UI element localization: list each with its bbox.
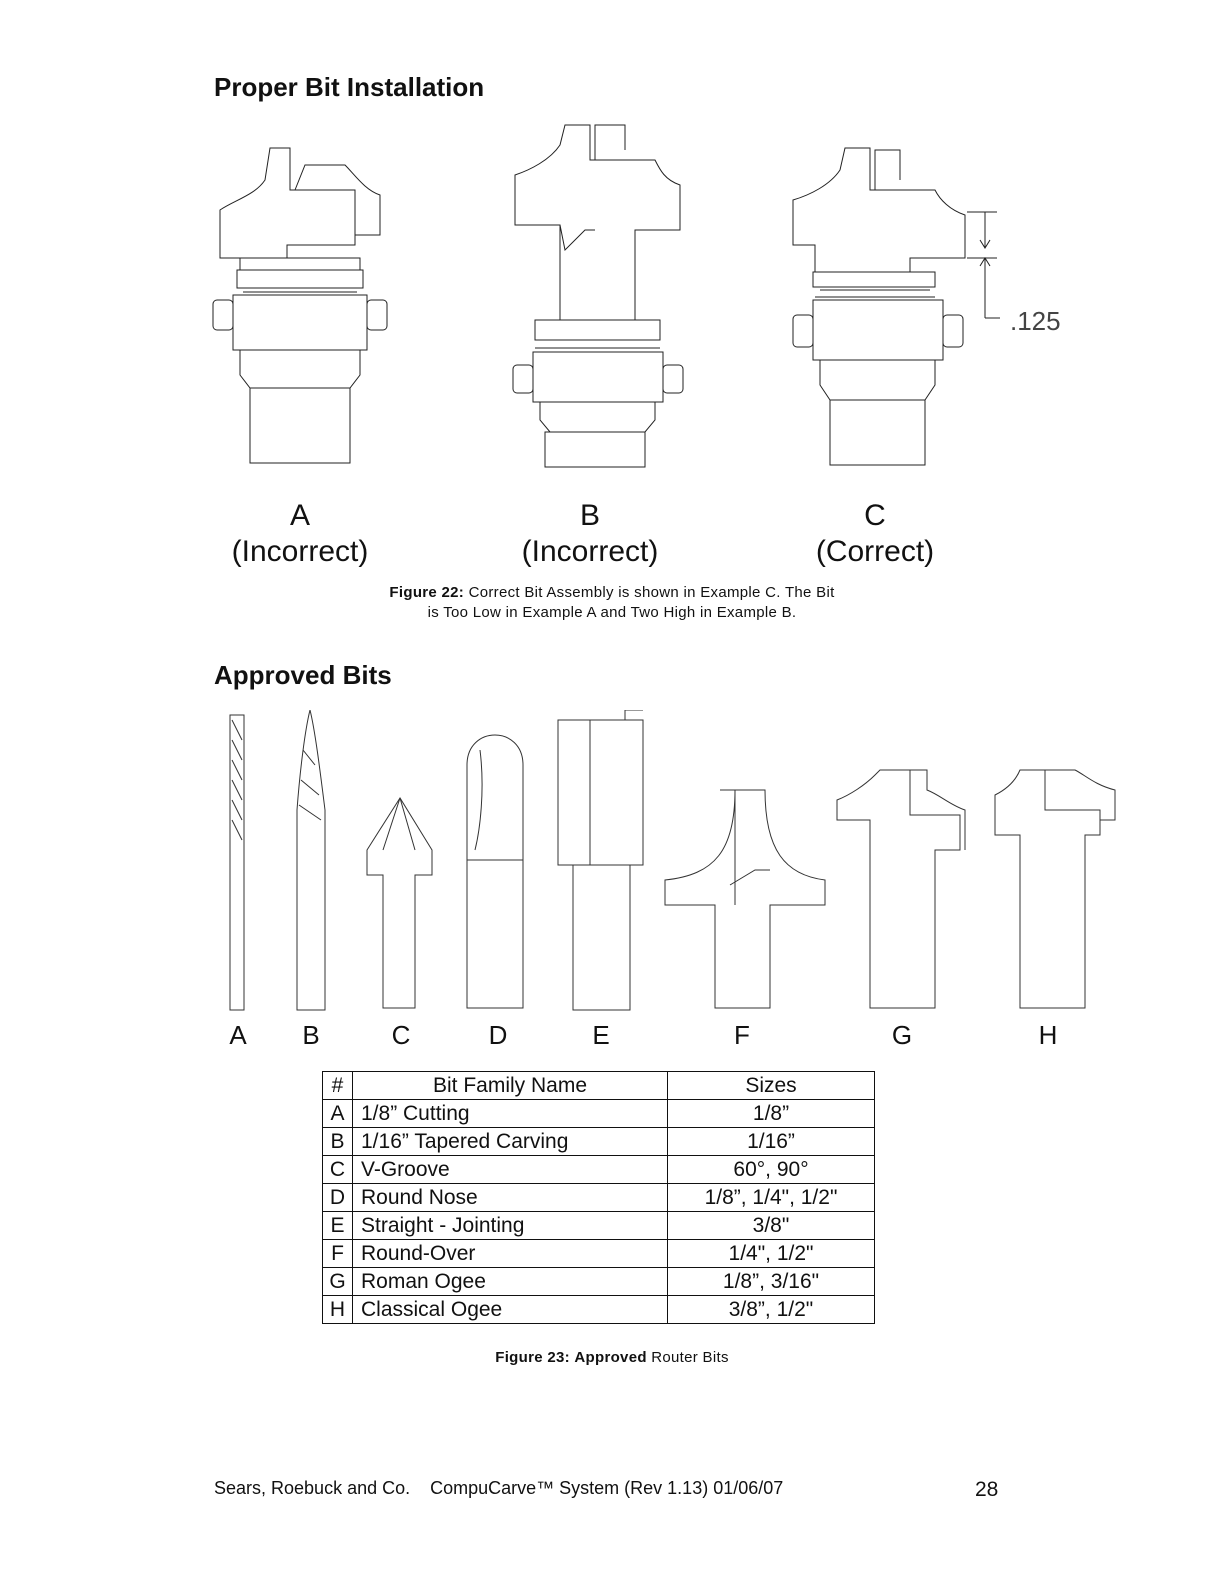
figure-23-text: Router Bits (651, 1349, 729, 1366)
table-row (323, 1184, 875, 1212)
bit-e-illustration (558, 710, 643, 1010)
example-a-letter: A (289, 499, 310, 532)
row-sizes: 1/8” (668, 1100, 875, 1128)
row-sizes: 60°, 90° (668, 1156, 875, 1184)
bit-label-d: D (488, 1020, 508, 1050)
row-id: E (323, 1212, 353, 1240)
row-id: A (323, 1100, 353, 1128)
column-header-number: # (323, 1072, 353, 1100)
example-c-letter: C (864, 499, 886, 532)
bit-label-c: C (391, 1020, 411, 1050)
approved-bits-illustration (215, 710, 1125, 1015)
bit-label-h: H (1038, 1020, 1058, 1050)
column-header-bit-family-name: Bit Family Name (353, 1072, 668, 1100)
row-sizes: 1/8”, 1/4", 1/2" (668, 1184, 875, 1212)
section-title-approved-bits: Approved Bits (214, 660, 392, 690)
figure-23-label: Figure 23: (495, 1349, 570, 1366)
bit-label-e: E (592, 1020, 610, 1050)
figure-22-label: Figure 22: (389, 584, 465, 601)
bit-assembly-c-illustration (785, 140, 1085, 470)
example-b-status: (Incorrect) (521, 535, 659, 568)
bit-label-f: F (734, 1020, 750, 1050)
bit-c-illustration (367, 798, 432, 1008)
example-c-status: (Correct) (815, 535, 935, 568)
row-id: F (323, 1240, 353, 1268)
row-family: Classical Ogee (353, 1296, 668, 1324)
row-family: Straight - Jointing (353, 1212, 668, 1240)
row-family: 1/8” Cutting (353, 1100, 668, 1128)
bit-g-illustration (837, 770, 965, 1008)
example-b-letter: B (579, 499, 600, 532)
row-sizes: 3/8”, 1/2" (668, 1296, 875, 1324)
example-a-label (220, 498, 380, 570)
bit-assembly-a-illustration (205, 140, 395, 470)
figure-22-caption (0, 583, 1224, 623)
column-header-sizes: Sizes (668, 1072, 875, 1100)
bit-h-illustration (995, 770, 1115, 1008)
bit-b-illustration (297, 710, 325, 1010)
row-family: Roman Ogee (353, 1268, 668, 1296)
bit-label-b: B (302, 1020, 320, 1050)
row-sizes: 3/8" (668, 1212, 875, 1240)
table-row (323, 1128, 875, 1156)
page-number: 28 (975, 1478, 999, 1501)
row-id: G (323, 1268, 353, 1296)
row-sizes: 1/16” (668, 1128, 875, 1156)
bit-a-illustration (230, 715, 244, 1010)
figure-23-caption (0, 1348, 1224, 1368)
row-id: B (323, 1128, 353, 1156)
figure-22-line2: is Too Low in Example A and Two High in Example B. (427, 604, 797, 621)
table-row (323, 1100, 875, 1128)
row-id: H (323, 1296, 353, 1324)
table-row (323, 1212, 875, 1240)
row-sizes: 1/8”, 3/16" (668, 1268, 875, 1296)
row-sizes: 1/4", 1/2" (668, 1240, 875, 1268)
row-family: 1/16” Tapered Carving (353, 1128, 668, 1156)
table-row (323, 1296, 875, 1324)
approved-bits-table (322, 1071, 875, 1324)
table-header-row (323, 1072, 875, 1100)
footer-text: Sears, Roebuck and Co. CompuCarve™ System (Rev 1.13) 01/06/07 (214, 1478, 784, 1498)
row-id: D (323, 1184, 353, 1212)
row-family: V-Groove (353, 1156, 668, 1184)
dimension-label: .125 (1010, 306, 1061, 336)
example-c-label (795, 498, 955, 570)
bit-d-illustration (467, 735, 523, 1008)
row-id: C (323, 1156, 353, 1184)
example-b-label (510, 498, 670, 570)
section-title-proper-bit-installation: Proper Bit Installation (214, 72, 485, 102)
example-a-status: (Incorrect) (231, 535, 369, 568)
row-family: Round-Over (353, 1240, 668, 1268)
row-family: Round Nose (353, 1184, 668, 1212)
figure-22-line1: Correct Bit Assembly is shown in Example C. The Bit (468, 584, 835, 601)
bit-label-g: G (891, 1020, 913, 1050)
figure-23-text-bold: Approved (574, 1349, 647, 1366)
bit-f-illustration (665, 790, 825, 1008)
table-row (323, 1240, 875, 1268)
bit-assembly-b-illustration (505, 120, 685, 470)
table-row (323, 1268, 875, 1296)
bit-label-a: A (229, 1020, 247, 1050)
table-row (323, 1156, 875, 1184)
